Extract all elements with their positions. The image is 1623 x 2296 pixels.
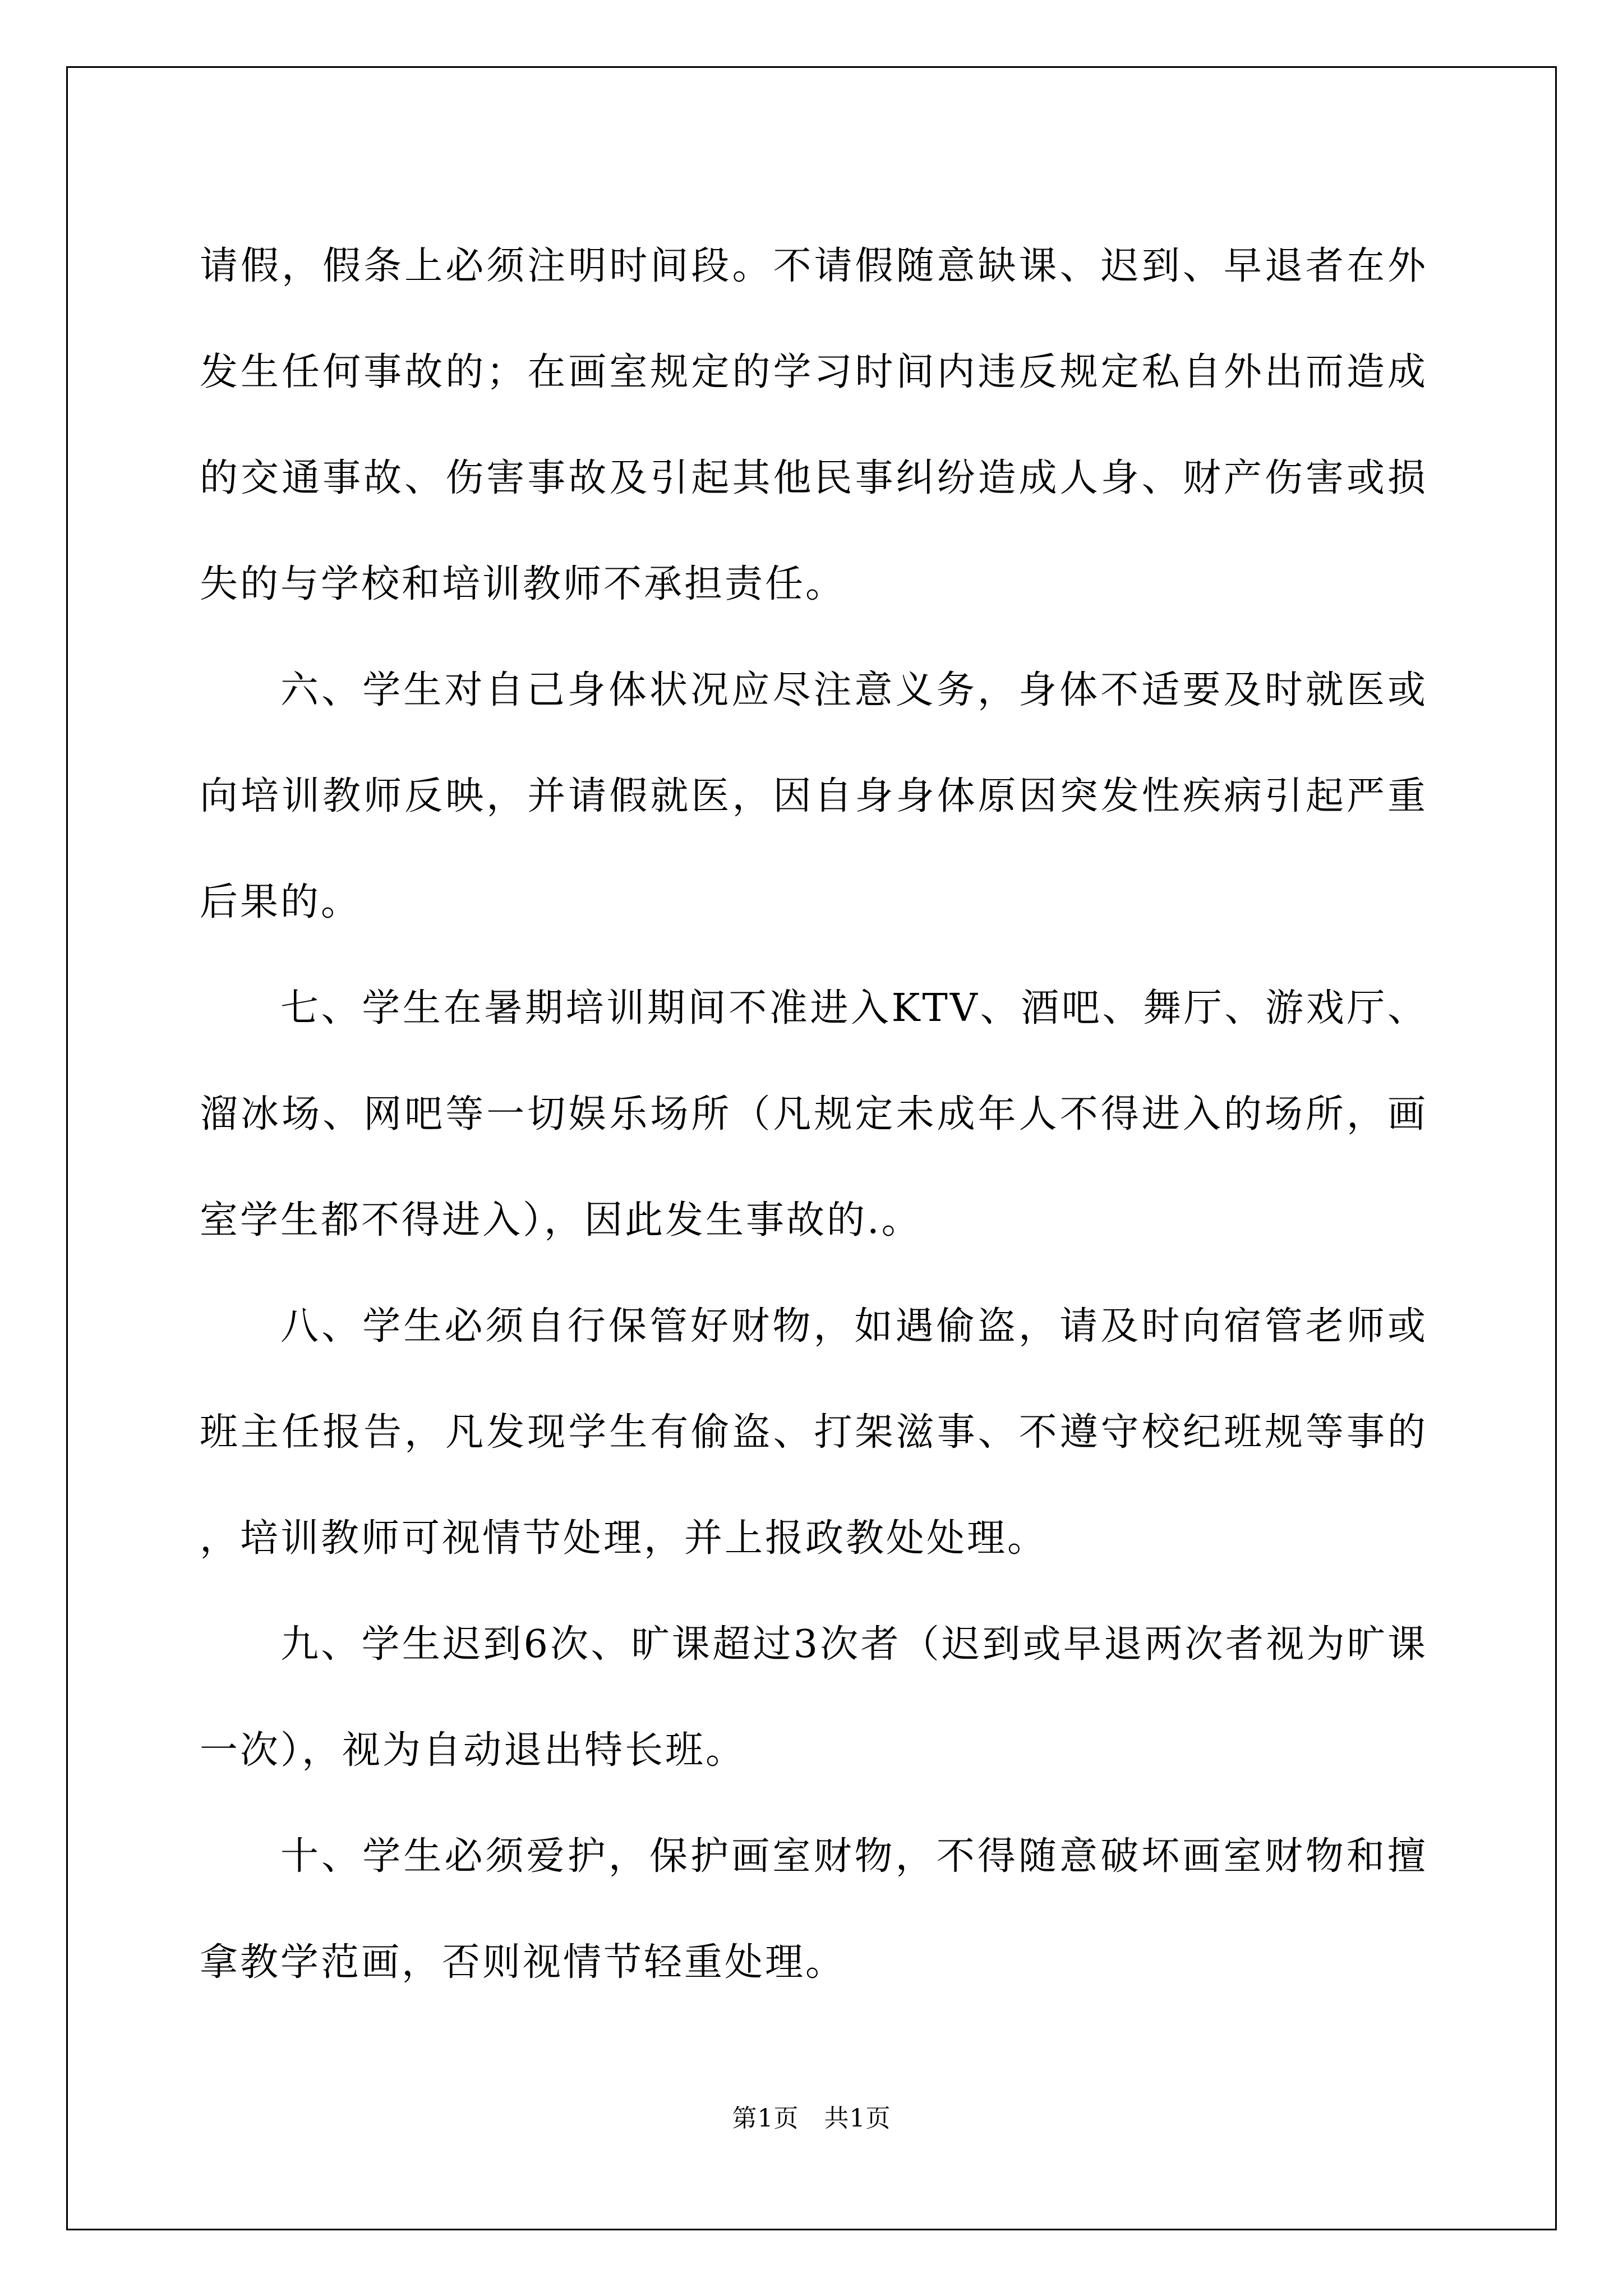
paragraph-item-9: 九、学生迟到6次、旷课超过3次者（迟到或早退两次者视为旷课一次），视为自动退出特长班。 — [200, 1622, 1428, 1773]
paragraph-continuation: 请假，假条上必须注明时间段。不请假随意缺课、迟到、早退者在外发生任何事故的；在画室规定的学习时间内违反规定私自外出而造成的交通事故、伤害事故及引起其他民事纠纷造成人身、财产伤害或损失的与学校和培训教师不承担责任。 — [200, 244, 1428, 606]
paragraph-item-7: 七、学生在暑期培训期间不准进入KTV、酒吧、舞厅、游戏厅、溜冰场、网吧等一切娱乐场所（凡规定未成年人不得进入的场所，画室学生都不得进入），因此发生事故的.。 — [200, 986, 1428, 1243]
page-footer: 第1页 共1页 — [732, 2104, 891, 2133]
paragraph-item-10: 十、学生必须爱护，保护画室财物，不得随意破坏画室财物和擅拿教学范画，否则视情节轻重处理。 — [200, 1834, 1428, 1985]
paragraph-item-6: 六、学生对自己身体状况应尽注意义务，身体不适要及时就医或向培训教师反映，并请假就医，因自身身体原因突发性疾病引起严重后果的。 — [200, 668, 1428, 924]
document-body — [200, 213, 1428, 2016]
paragraph-item-8: 八、学生必须自行保管好财物，如遇偷盗，请及时向宿管老师或班主任报告，凡发现学生有偷盗、打架滋事、不遵守校纪班规等事的，培训教师可视情节处理，并上报政教处处理。 — [200, 1304, 1428, 1561]
